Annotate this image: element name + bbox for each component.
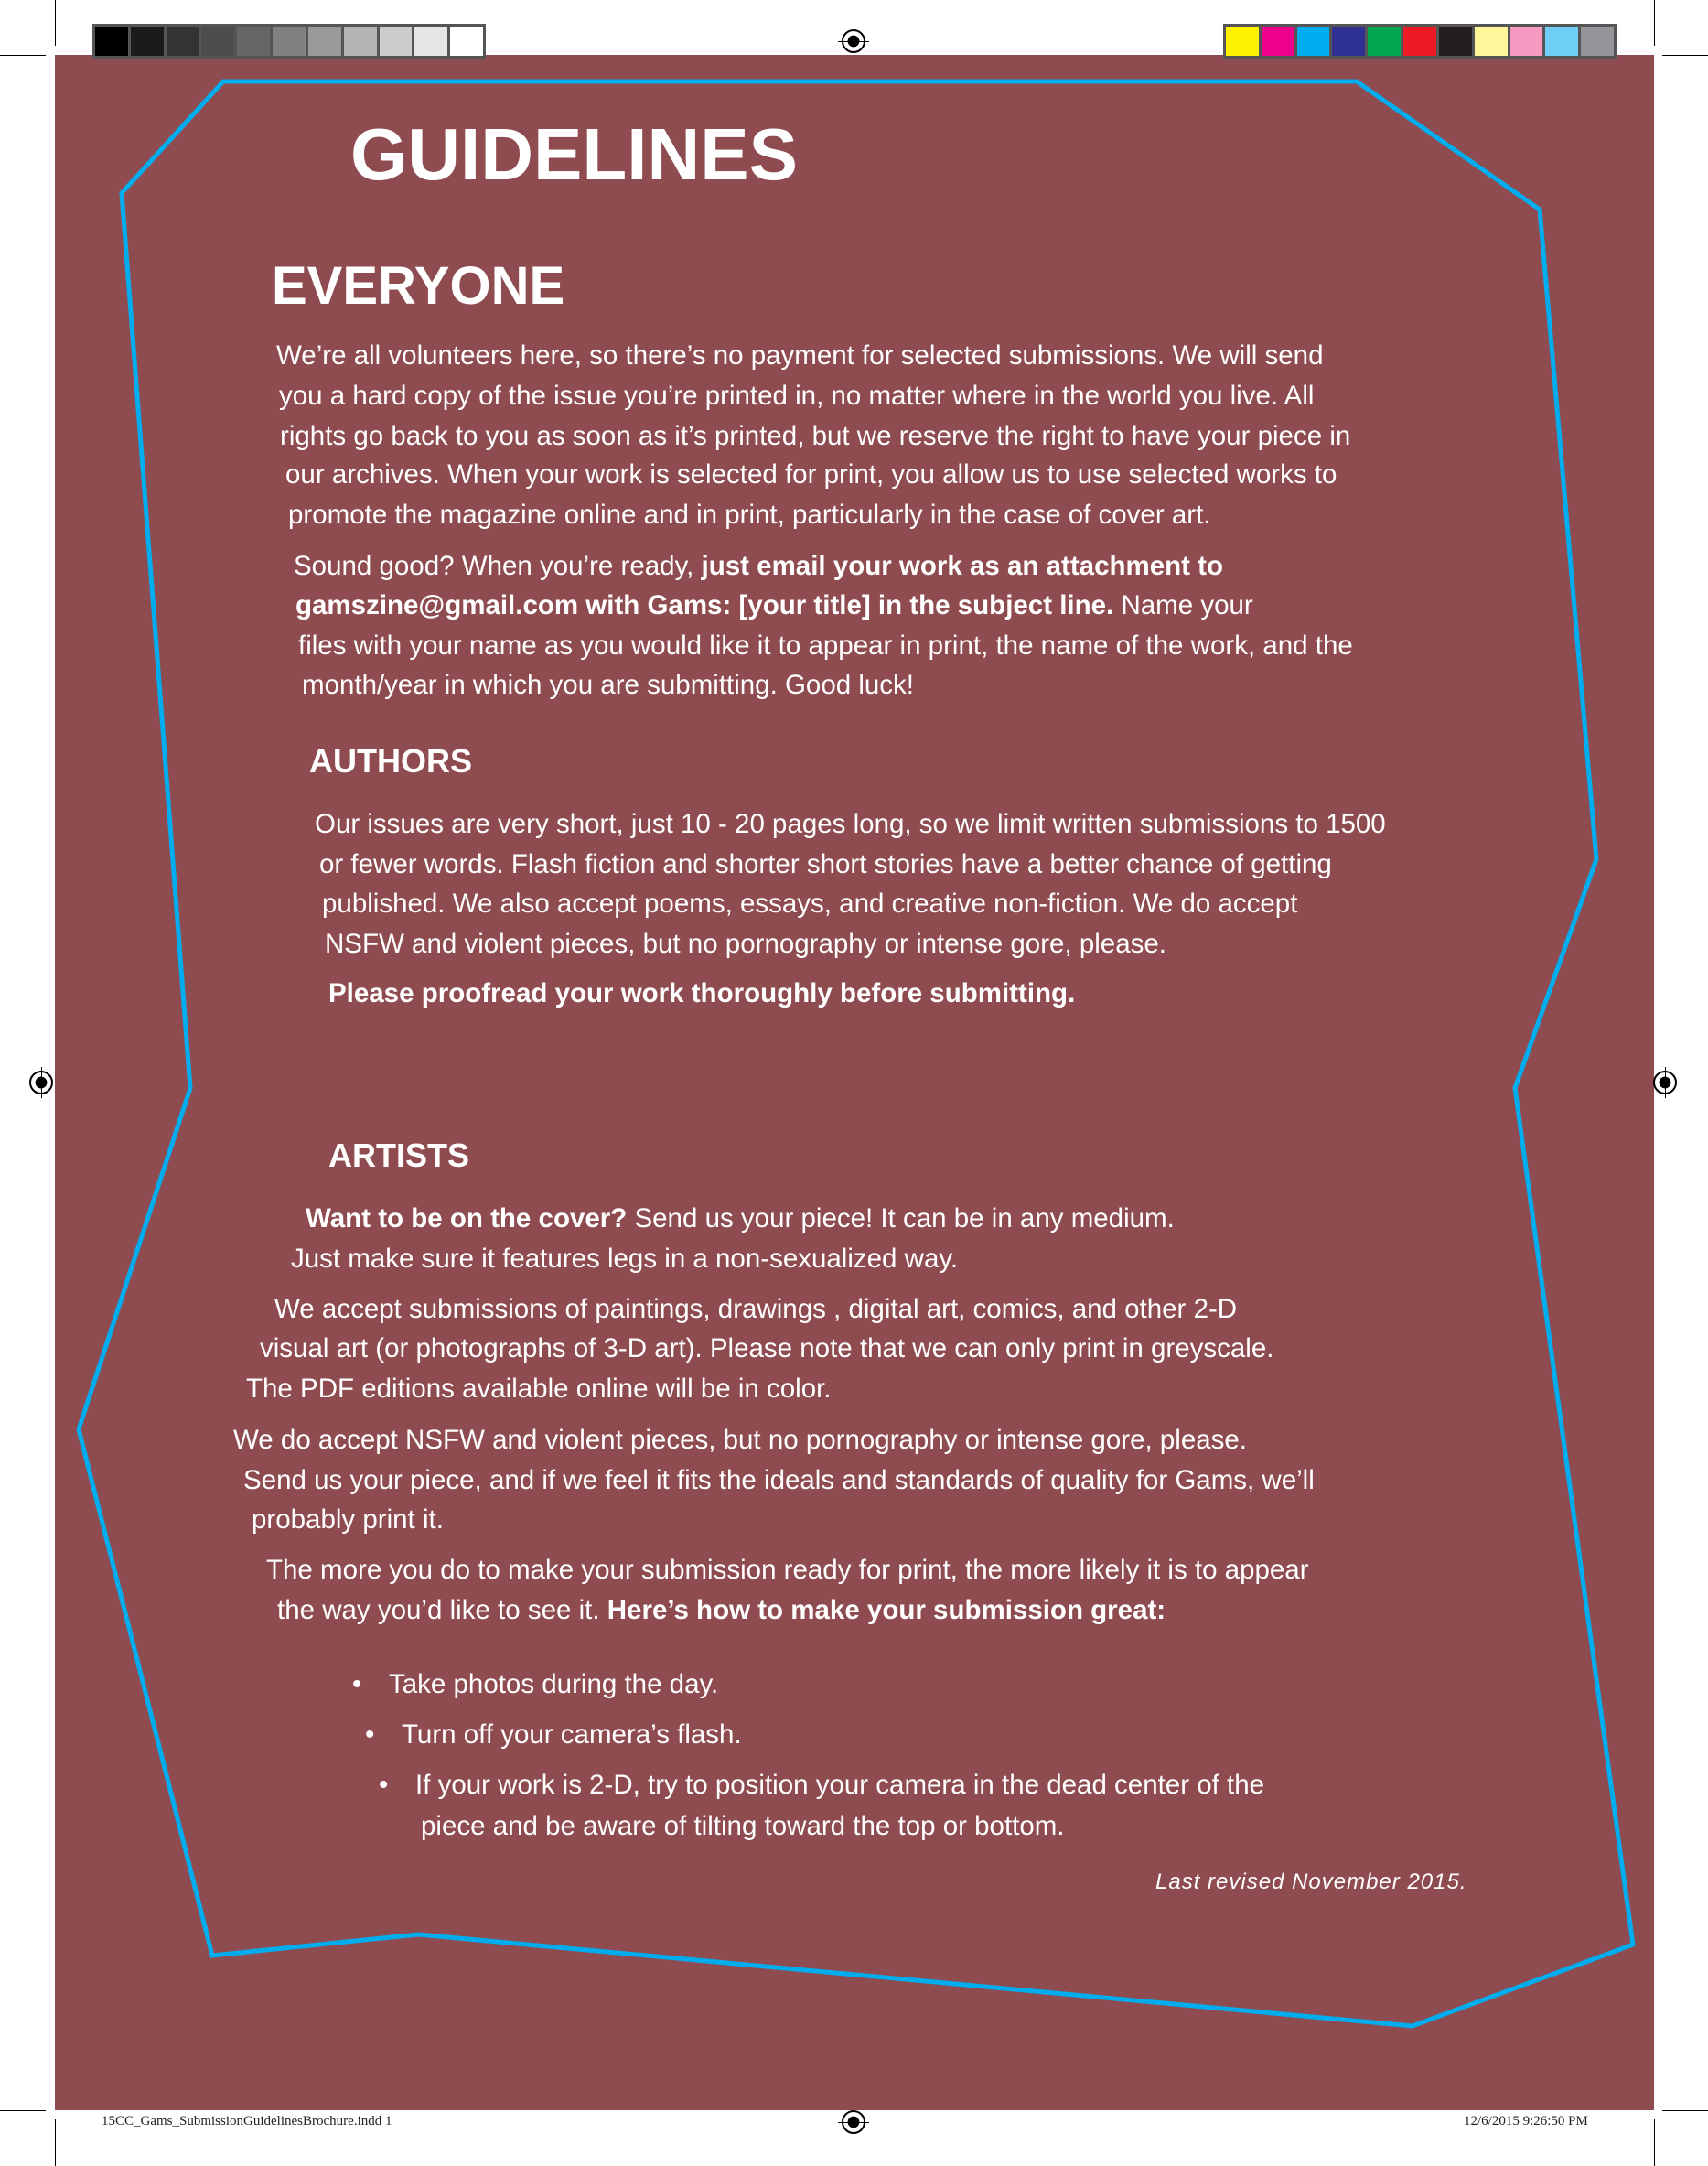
everyone-text: We’re all volunteers here, so there’s no payment for selected submissions. We will send	[276, 340, 1324, 371]
artists-cover: Just make sure it features legs in a non-sexualized way.	[291, 1244, 959, 1274]
tip-item: Turn off your camera’s flash.	[402, 1719, 742, 1750]
registration-mark-icon	[29, 1071, 53, 1094]
color-swatch	[1475, 27, 1508, 56]
page-title: GUIDELINES	[350, 113, 798, 195]
color-swatch	[95, 27, 128, 56]
crop-mark	[55, 2119, 56, 2166]
submit-instructions	[294, 551, 1223, 582]
authors-heading: AUTHORS	[309, 742, 472, 780]
everyone-text: rights go back to you as soon as it’s printed, but we reserve the right to have your piece in	[280, 421, 1351, 451]
grayscale-color-bar	[92, 24, 486, 59]
artists-accept: The PDF editions available online will be in color.	[246, 1374, 832, 1404]
submit-instructions	[295, 590, 1253, 621]
proofread-note: Please proofread your work thoroughly before submitting.	[328, 978, 1076, 1008]
everyone-text: promote the magazine online and in print, particularly in the case of cover art.	[288, 500, 1211, 530]
color-swatch	[1368, 27, 1401, 56]
color-swatch	[1581, 27, 1614, 56]
crop-mark	[1654, 2119, 1655, 2166]
slug-timestamp: 12/6/2015 9:26:50 PM	[1464, 2114, 1588, 2128]
color-swatch	[1332, 27, 1365, 56]
color-swatch	[131, 27, 164, 56]
submit-instructions: files with your name as you would like it to appear in print, the name of the work, and the	[298, 630, 1353, 661]
registration-mark-icon	[842, 2110, 865, 2134]
crop-mark	[0, 2110, 46, 2111]
crop-mark	[0, 55, 46, 56]
artists-heading: ARTISTS	[328, 1137, 470, 1174]
tip-item: If your work is 2-D, try to position your camera in the dead center of the	[415, 1770, 1265, 1800]
tip-item: Take photos during the day.	[389, 1669, 719, 1699]
artists-nsfw: Send us your piece, and if we feel it fits the ideals and standards of quality for Gams, we’ll	[243, 1465, 1315, 1495]
color-swatch	[237, 27, 270, 56]
text: the way you’d like to see it.	[277, 1595, 607, 1625]
authors-text: NSFW and violent pieces, but no pornography or intense gore, please.	[325, 929, 1166, 959]
color-swatch	[273, 27, 306, 56]
color-swatch	[1545, 27, 1578, 56]
text: Send us your piece! It can be in any medium.	[627, 1203, 1175, 1234]
color-swatch	[344, 27, 377, 56]
authors-text: or fewer words. Flash fiction and shorter short stories have a better chance of getting	[319, 849, 1332, 879]
last-revised: Last revised November 2015.	[1155, 1870, 1467, 1894]
authors-text: published. We also accept poems, essays, and creative non-fiction. We do accept	[322, 889, 1298, 919]
artists-accept: visual art (or photographs of 3-D art). Please note that we can only print in greyscale.	[260, 1333, 1274, 1363]
artists-tips-intro	[277, 1595, 1166, 1626]
registration-mark-icon	[842, 29, 865, 53]
color-swatch	[1439, 27, 1472, 56]
bullet-icon: •	[365, 1719, 375, 1750]
text: Name your	[1113, 590, 1253, 620]
color-swatch	[450, 27, 483, 56]
artists-tips-intro: The more you do to make your submission ready for print, the more likely it is to appear	[266, 1555, 1309, 1585]
bullet-icon: •	[379, 1770, 389, 1800]
color-swatch	[1262, 27, 1294, 56]
cover-question: Want to be on the cover?	[306, 1203, 628, 1234]
color-swatch	[414, 27, 447, 56]
registration-mark-icon	[1653, 1071, 1677, 1094]
artists-nsfw: probably print it.	[252, 1504, 444, 1535]
color-swatch	[167, 27, 199, 56]
slug-filename: 15CC_Gams_SubmissionGuidelinesBrochure.indd 1	[102, 2114, 392, 2128]
crop-mark	[1654, 0, 1655, 46]
color-swatch	[1510, 27, 1543, 56]
authors-text: Our issues are very short, just 10 - 20 pages long, so we limit written submissions to 1500	[315, 809, 1386, 839]
color-swatch	[308, 27, 341, 56]
artists-cover	[306, 1203, 1175, 1234]
tip-item: piece and be aware of tilting toward the top or bottom.	[421, 1811, 1065, 1841]
everyone-text: you a hard copy of the issue you’re printed in, no matter where in the world you live. All	[279, 381, 1315, 411]
cmyk-color-bar	[1223, 24, 1617, 59]
crop-mark	[1662, 2110, 1708, 2111]
crop-mark	[1662, 55, 1708, 56]
color-swatch	[201, 27, 234, 56]
artists-nsfw: We do accept NSFW and violent pieces, but no pornography or intense gore, please.	[233, 1425, 1247, 1455]
bullet-icon: •	[352, 1669, 362, 1699]
everyone-heading: EVERYONE	[272, 256, 565, 316]
color-swatch	[1403, 27, 1436, 56]
crop-mark	[55, 0, 56, 46]
submit-instructions: month/year in which you are submitting. Good luck!	[302, 670, 914, 700]
email-address: gamszine@gmail.com with Gams: [your title] in the subject line.	[295, 590, 1114, 620]
color-swatch	[380, 27, 413, 56]
tips-heading: Here’s how to make your submission great:	[607, 1595, 1166, 1625]
everyone-text: our archives. When your work is selected for print, you allow us to use selected works to	[285, 459, 1337, 490]
color-swatch	[1297, 27, 1330, 56]
color-swatch	[1226, 27, 1259, 56]
text: Sound good? When you’re ready,	[294, 551, 702, 581]
email-instruction: just email your work as an attachment to	[701, 551, 1224, 581]
artists-accept: We accept submissions of paintings, drawings , digital art, comics, and other 2-D	[274, 1294, 1238, 1324]
